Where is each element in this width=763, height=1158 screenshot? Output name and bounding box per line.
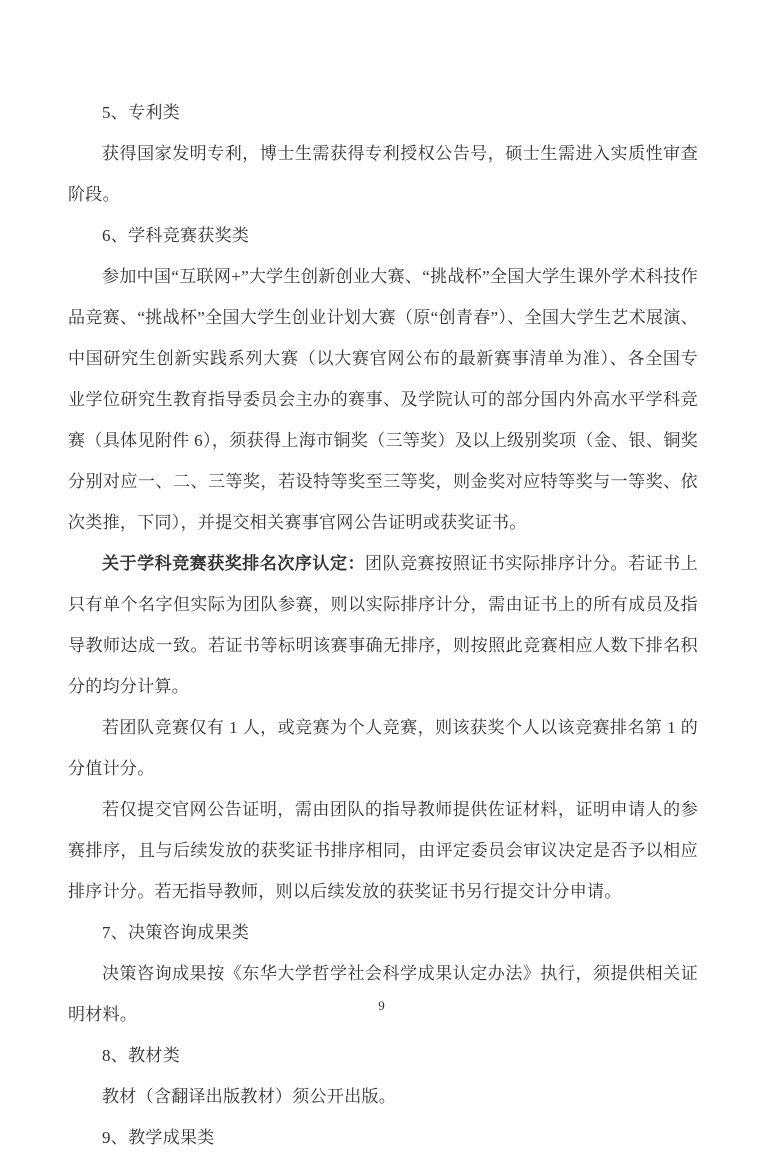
- paragraph-official-announcement-proof: 若仅提交官网公告证明，需由团队的指导教师提供佐证材料，证明申请人的参赛排序，且与后续发放的获奖证书排序相同，由评定委员会审议决定是否予以相应排序计分。若无指导教师，则以后续发放的获奖证书另行提交计分申请。: [68, 800, 698, 901]
- paragraph-textbook-rules: 教材（含翻译出版教材）须公开出版。: [102, 1087, 397, 1106]
- heading-item-8-textbook: 8、教材类: [102, 1046, 180, 1065]
- heading-item-7-consulting-results: 7、决策咨询成果类: [102, 923, 250, 942]
- ranking-recognition-lead: 关于学科竞赛获奖排名次序认定：: [102, 554, 366, 573]
- paragraph-single-member-team: 若团队竞赛仅有 1 人，或竞赛为个人竞赛，则该获奖个人以该竞赛排名第 1 的分值计分。: [68, 718, 698, 778]
- heading-item-9-teaching-achievements: 9、教学成果类: [102, 1128, 215, 1147]
- paragraph-patent-requirements: 获得国家发明专利，博士生需获得专利授权公告号，硕士生需进入实质性审查阶段。: [68, 144, 698, 204]
- paragraph-ranking-recognition: [68, 543, 698, 707]
- heading-item-5-patent: 5、专利类: [102, 103, 180, 122]
- paragraph-consulting-rules: 决策咨询成果按《东华大学哲学社会科学成果认定办法》执行，须提供相关证明材料。: [68, 964, 698, 1024]
- page-number: 9: [378, 998, 385, 1013]
- heading-item-6-competition-awards: 6、学科竞赛获奖类: [102, 226, 250, 245]
- paragraph-competition-scope: 参加中国“互联网+”大学生创新创业大赛、“挑战杯”全国大学生课外学术科技作品竞赛、“挑战杯”全国大学生创业计划大赛（原“创青春”）、全国大学生艺术展演、中国研究生创新实践系列大赛（以大赛官网公布的最新赛事清单为准）、各全国专业学位研究生教育指导委员会主办的赛事、及学院认可的部分国内外高水平学科竞赛（具体见附件 6），须获得上海市铜奖（三等奖）及以上级别奖项（金、银、铜奖分别对应一、二、三等奖，若设特等奖至三等奖，则金奖对应特等奖与一等奖、依次类推，下同），并提交相关赛事官网公告证明或获奖证书。: [68, 267, 698, 532]
- ranking-recognition-text: 团队竞赛按照证书实际排序计分。若证书上只有单个名字但实际为团队参赛，则以实际排序计分，需由证书上的所有成员及指导教师达成一致。若证书等标明该赛事确无排序，则按照此竞赛相应人数下排名积分的均分计算。: [68, 554, 698, 696]
